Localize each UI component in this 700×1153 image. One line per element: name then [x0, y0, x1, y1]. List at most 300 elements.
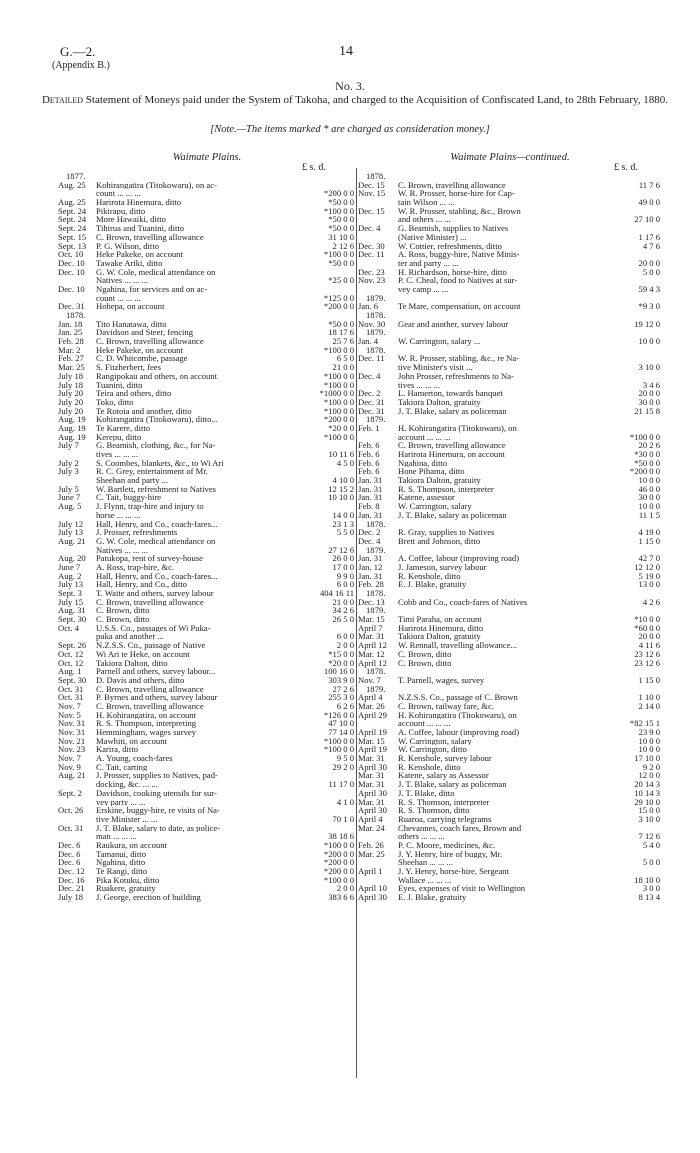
entry-amount: 100 16 0	[323, 666, 354, 677]
entry-date: Aug. 19	[58, 414, 86, 425]
entry-date: July 13	[58, 579, 84, 590]
entry-description: tive Minister's visit ...	[398, 363, 473, 372]
entry-amount: 10 0 0	[638, 501, 660, 512]
entry-amount: 42 7 0	[638, 553, 660, 564]
entry-date: 1879.	[366, 414, 386, 425]
entry-date: Nov. 30	[358, 318, 386, 329]
table-row	[58, 337, 356, 346]
entry-date: Dec. 10	[58, 283, 85, 294]
title-rest: Statement of Moneys paid under the System of Takoha, and charged to the Acquisition of Confiscated Land, to 28th February, 1880.	[83, 94, 669, 106]
entry-description: Tuanini, ditto	[96, 380, 143, 390]
entry-amount: 2 0 0	[336, 640, 354, 651]
entry-date: Feb. 28	[58, 336, 84, 347]
entry-amount: *20 0 0	[328, 422, 354, 433]
entry-description: W. R. Prosser, stabling, &c., Brown	[398, 206, 521, 216]
entry-amount: *126 0 0	[323, 709, 354, 720]
entry-date: Mar. 31	[358, 631, 385, 642]
entry-description: Hall, Henry, and Co., coach-fares...	[96, 519, 218, 529]
table-row	[58, 424, 356, 433]
entry-description: W. Cottier, refreshments, ditto	[398, 241, 502, 251]
entry-date: Feb. 6	[358, 440, 380, 451]
entry-description: Davidson, cooking utensils for sur-	[96, 788, 217, 798]
entry-date: 1878.	[366, 588, 386, 598]
entry-date: April 4	[358, 813, 383, 824]
entry-date: April 29	[358, 709, 387, 720]
table-row	[58, 268, 356, 277]
table-row	[358, 754, 662, 763]
entry-amount: 15 0 0	[638, 805, 660, 816]
entry-description: C. Brown, travelling allowance	[96, 684, 204, 694]
entry-amount: 25 7 6	[332, 336, 354, 347]
table-row	[58, 189, 356, 198]
table-row	[358, 189, 662, 198]
table-row	[58, 198, 356, 207]
entry-description: ter and party ... ...	[398, 258, 459, 268]
table-row	[358, 606, 662, 615]
table-row	[358, 346, 662, 355]
entry-date: Dec. 6	[58, 839, 81, 850]
table-row	[358, 528, 662, 537]
entry-date: Dec. 6	[58, 848, 81, 859]
entry-amount: *200 0 0	[323, 848, 354, 859]
entry-description: Hemmingham, wages survey	[96, 728, 196, 737]
entry-amount: *100 0 0	[323, 744, 354, 755]
table-row	[58, 320, 356, 329]
entry-amount: *50 0 0	[328, 197, 354, 208]
table-row	[358, 858, 662, 867]
entry-date: Jan. 4	[358, 336, 379, 347]
right-rows	[358, 172, 662, 902]
entry-amount: 11 17 0	[328, 779, 354, 790]
entry-date: April 30	[358, 892, 387, 903]
entry-date: 1878.	[366, 518, 386, 529]
entry-description: J. George, erection of building	[96, 893, 201, 902]
entry-date: July 7	[58, 440, 79, 451]
entry-date: Dec. 2	[358, 388, 381, 399]
entry-description: Ngahina, ditto	[96, 858, 146, 868]
table-row	[358, 233, 662, 242]
entry-date: Dec. 15	[358, 179, 385, 190]
entry-description: H. Richardson, horse-hire, ditto	[398, 267, 507, 277]
entry-description: C. Brown, ditto	[96, 606, 150, 616]
entry-description: R. C. Grey, entertainment of Mr.	[96, 467, 208, 477]
entry-date: July 18	[58, 892, 84, 903]
entry-description: Takiora Dalton, gratuity	[398, 632, 481, 642]
table-row	[358, 381, 662, 390]
entry-amount: 9 5 0	[336, 753, 354, 764]
table-row	[58, 407, 356, 416]
entry-date: April 30	[358, 805, 387, 816]
entry-amount: 27 2 6	[332, 683, 354, 694]
entry-amount: 10 11 6	[328, 449, 354, 459]
entry-amount: *200 0 0	[323, 866, 354, 876]
entry-amount: *9 3 0	[638, 301, 660, 312]
entry-amount: 47 10 0	[328, 718, 354, 729]
entry-description: account ... ... ...	[398, 719, 451, 729]
entry-amount: *50 0 0	[328, 318, 354, 329]
entry-amount: 21 0 0	[332, 362, 354, 373]
entry-date: Aug. 20	[58, 553, 86, 564]
entry-description: Harirota Hinemura, on account	[398, 450, 505, 459]
entry-description: R. S. Thomson, interpreter	[398, 797, 490, 807]
table-row	[358, 580, 662, 589]
table-row	[358, 511, 662, 520]
entry-description: tives ... ... ...	[96, 450, 139, 459]
table-row	[58, 502, 356, 511]
entry-date: Mar. 26	[358, 700, 385, 711]
entry-date: Sept. 3	[58, 588, 82, 598]
table-row	[58, 893, 356, 902]
entry-description: C. Tait, carting	[96, 762, 148, 772]
entry-description: J. T. Blake, salary to date, as police-	[96, 823, 221, 833]
entry-amount: *50 0 0	[634, 457, 660, 468]
entry-description: J. Flynn, trap-hire and injury to	[96, 502, 204, 511]
entry-date: Jan. 18	[58, 318, 83, 329]
entry-date: Sept. 24	[58, 205, 87, 216]
table-row	[58, 433, 356, 442]
right-heading: Waimate Plains—continued.	[450, 152, 570, 163]
table-row	[358, 372, 662, 381]
entry-amount: *50 0 0	[328, 257, 354, 268]
table-row	[58, 789, 356, 798]
table-row	[358, 789, 662, 798]
entry-amount: *200 0 0	[323, 301, 354, 312]
entry-description: J. T. Blake, ditto	[398, 788, 455, 798]
entry-date: Feb. 1	[358, 422, 380, 433]
entry-description: R. Kenshole, ditto	[398, 762, 461, 772]
table-row	[358, 502, 662, 511]
entry-amount: *100 0 0	[323, 396, 354, 407]
entry-date: Sept. 15	[58, 231, 87, 242]
table-row	[358, 884, 662, 893]
entry-amount: 3 0 0	[642, 883, 660, 894]
entry-amount: 70 1 0	[332, 813, 354, 824]
entry-description: Harirota Hinemura, ditto	[398, 623, 484, 633]
entry-amount: *200 0 0	[323, 188, 354, 199]
table-row	[58, 737, 356, 746]
entry-date: Oct. 12	[58, 657, 84, 668]
entry-date: Mar. 24	[358, 822, 385, 833]
entry-description: count ... ... ...	[96, 293, 141, 303]
entry-description: R. Kenshole, survey labour	[398, 754, 492, 763]
table-row	[58, 806, 356, 815]
entry-amount: 19 12 0	[634, 318, 660, 329]
entry-description: tive Minister ... ...	[96, 814, 158, 824]
table-row	[358, 485, 662, 494]
table-row	[58, 824, 356, 833]
entry-amount: 1 15 0	[638, 674, 660, 685]
entry-description: Ngahina, for services and on ac-	[96, 284, 208, 294]
entry-amount: 10 0 0	[638, 735, 660, 746]
entry-amount: 2 12 6	[332, 240, 354, 251]
table-row	[58, 511, 356, 520]
entry-amount: *200 0 0	[323, 414, 354, 425]
table-row	[58, 302, 356, 311]
entry-amount: 11 1 5	[638, 509, 660, 520]
table-row	[58, 659, 356, 668]
entry-amount: 23 1 3	[332, 518, 354, 529]
entry-description: W. Carrington, salary	[398, 502, 472, 511]
entry-amount: 14 0 0	[332, 509, 354, 520]
entry-description: Te Mare, compensation, on account	[398, 302, 521, 312]
entry-date: Oct. 26	[58, 805, 84, 816]
entry-description: puka and another ...	[96, 632, 164, 642]
entry-description: Toko, ditto	[96, 397, 134, 407]
table-row	[358, 893, 662, 902]
entry-description: C. Brown, travelling allowance	[398, 180, 506, 190]
table-row	[58, 693, 356, 702]
entry-date: July 18	[58, 379, 84, 390]
table-row	[58, 285, 356, 294]
entry-date: April 12	[358, 657, 387, 668]
entry-date: Nov. 9	[58, 761, 81, 772]
entry-description: C. Brown, ditto	[398, 658, 452, 668]
entry-description: More Hawaiki, ditto	[96, 215, 166, 225]
table-row	[58, 667, 356, 676]
entry-description: Katene, salary as Assessor	[398, 771, 489, 781]
entry-date: Jan. 6	[358, 301, 379, 312]
entry-amount: 20 0 0	[638, 388, 660, 399]
entry-description: Ngahina, ditto	[398, 458, 448, 468]
table-row	[358, 632, 662, 641]
entry-description: Wi Ari te Heke, on account	[96, 649, 190, 659]
entry-amount: 10 0 0	[638, 475, 660, 486]
entry-description: W. R. Prosser, horse-hire for Cap-	[398, 189, 515, 199]
table-row	[358, 276, 662, 285]
entry-amount: 29 10 0	[634, 796, 660, 807]
entry-amount: 12 0 0	[638, 770, 660, 781]
entry-description: S. Coombes, blankets, &c., to Wi Ari	[96, 458, 224, 468]
entry-amount: *200 0 0	[323, 857, 354, 868]
column-divider	[356, 168, 357, 1078]
entry-date: Dec. 4	[358, 535, 381, 546]
entry-amount: 4 1 0	[336, 796, 354, 807]
entry-description: Cobb and Co., coach-fares of Natives	[398, 597, 528, 607]
entry-amount: 6 2 6	[336, 700, 354, 711]
table-row	[58, 493, 356, 502]
table-row	[358, 771, 662, 780]
entry-date: April 19	[358, 727, 387, 737]
entry-amount: 34 2 6	[332, 605, 354, 616]
table-row	[58, 624, 356, 633]
entry-description: N.Z.S.S. Co., passage of Native	[96, 641, 206, 650]
entry-description: R. S. Thomson, ditto	[398, 806, 470, 815]
table-row	[58, 546, 356, 555]
table-row	[358, 711, 662, 720]
entry-date: Mar. 31	[358, 753, 385, 764]
entry-date: Mar. 25	[58, 362, 85, 373]
table-row	[358, 337, 662, 346]
entry-amount: 20 14 3	[634, 779, 660, 790]
entry-description: A. Young, coach-fares	[96, 754, 173, 763]
entry-date: Dec. 6	[58, 857, 81, 868]
entry-date: Dec. 23	[358, 266, 385, 277]
entry-description: John Prosser, refreshments to Na-	[398, 371, 514, 381]
entry-date: Jan. 31	[358, 483, 383, 494]
entry-date: Jan. 31	[358, 492, 383, 503]
table-row	[58, 276, 356, 285]
entry-amount: 8 13 4	[638, 892, 660, 903]
entry-description: Gear and another, survey labour	[398, 319, 509, 329]
appendix-label: (Appendix B.)	[52, 60, 110, 71]
page-title	[40, 94, 670, 107]
table-row	[58, 598, 356, 607]
entry-amount: 27 12 6	[328, 544, 354, 555]
table-row	[58, 381, 356, 390]
entry-amount: 6 0 0	[336, 579, 354, 590]
entry-amount: 9 9 0	[336, 570, 354, 581]
entry-description: vey party ... ...	[96, 797, 146, 807]
entry-date: Dec. 31	[58, 301, 85, 312]
entry-date: Oct. 4	[58, 622, 80, 633]
entry-date: Mar. 15	[358, 614, 385, 625]
table-row	[58, 641, 356, 650]
table-row	[58, 702, 356, 711]
entry-description: J. Prosser, refreshments	[96, 528, 178, 537]
table-row	[358, 589, 662, 598]
entry-date: Sept. 2	[58, 787, 82, 798]
entry-description: Mawhiti, on account	[96, 736, 167, 746]
entry-description: Takiora Dalton, ditto	[96, 658, 168, 668]
entry-amount: 30 0 0	[638, 396, 660, 407]
table-row	[358, 250, 662, 259]
entry-amount: 4 5 0	[336, 457, 354, 468]
entry-date: July 15	[58, 596, 84, 607]
table-row	[358, 676, 662, 685]
entry-date: Dec. 12	[58, 866, 85, 876]
entry-description: Te Karere, ditto	[96, 423, 151, 433]
entry-date: Nov. 21	[58, 735, 86, 746]
entry-amount: *100 0 0	[629, 431, 660, 442]
table-row	[358, 537, 662, 546]
entry-description: G. W. Cole, medical attendance on	[96, 536, 216, 546]
table-row	[58, 476, 356, 485]
entry-date: April 1	[358, 866, 383, 876]
entry-description: W. R. Prosser, stabling, &c., re Na-	[398, 354, 520, 364]
table-row	[58, 589, 356, 598]
table-row	[58, 215, 356, 224]
entry-date: Dec. 4	[358, 370, 381, 381]
entry-date: 1879.	[366, 605, 386, 616]
table-row	[58, 363, 356, 372]
entry-description: tain Wilson ... ...	[398, 198, 455, 207]
entry-description: Eyes, expenses of visit to Wellington	[398, 884, 526, 894]
entry-date: Jan. 12	[358, 561, 383, 572]
entry-description: G. Beamish, supplies to Natives	[398, 224, 509, 233]
table-row	[358, 285, 662, 294]
entry-amount: 255 3 0	[328, 692, 354, 703]
entry-date: 1878.	[366, 171, 386, 181]
entry-amount: *100 0 0	[323, 735, 354, 746]
entry-description: Natives ... ... ...	[96, 276, 149, 285]
entry-amount: *30 0 0	[634, 449, 660, 459]
entry-amount: *100 0 0	[323, 344, 354, 355]
entry-amount: 5 4 0	[642, 839, 660, 850]
entry-date: July 20	[58, 396, 84, 407]
entry-date: 1879.	[366, 327, 386, 338]
table-row	[358, 728, 662, 737]
entry-description: J. Jameson, survey labour	[398, 562, 487, 572]
entry-description: T. Waite and others, survey labour	[96, 589, 214, 598]
entry-date: Sept. 13	[58, 240, 87, 251]
entry-description: A. Ross, buggy-hire, Native Minis-	[398, 250, 520, 259]
entry-date: Feb. 6	[358, 466, 380, 477]
entry-description: G. W. Cole, medical attendance on	[96, 267, 216, 277]
entry-description: Karira, ditto	[96, 745, 138, 755]
table-row	[358, 624, 662, 633]
entry-description: Brett and Johnson, ditto	[398, 536, 481, 546]
entry-amount: 10 14 3	[634, 787, 660, 798]
entry-date: Dec. 10	[58, 266, 85, 277]
entry-description: W. Carrington, ditto	[398, 745, 467, 755]
entry-amount: *100 0 0	[323, 405, 354, 416]
entry-amount: *100 0 0	[323, 431, 354, 442]
entry-description: Hone Pihama, ditto	[398, 467, 465, 477]
entry-amount: 3 4 6	[642, 379, 660, 390]
entry-date: Aug. 25	[58, 179, 86, 190]
entry-description: J. T. Blake, salary as policeman	[398, 510, 507, 520]
entry-date: 1878.	[366, 344, 386, 355]
entry-amount: *50 0 0	[328, 223, 354, 234]
table-row	[58, 884, 356, 893]
entry-description: others ... ... ...	[398, 832, 445, 841]
entry-amount: 12 15 2	[328, 483, 354, 494]
entry-amount: *200 0 0	[629, 466, 660, 477]
entry-description: Pika Kotuku, ditto	[96, 875, 160, 885]
table-row	[358, 667, 662, 676]
entry-description: Takiora Dalton, gratuity	[398, 476, 481, 485]
entry-date: Aug. 1	[58, 666, 82, 677]
entry-date: Feb. 28	[358, 579, 384, 590]
entry-amount: 18 10 0	[634, 874, 660, 885]
entry-date: Aug. 21	[58, 770, 86, 781]
entry-date: Dec. 11	[358, 353, 385, 364]
table-row	[358, 702, 662, 711]
entry-description: C. D. Whitcombe, passage	[96, 354, 188, 364]
entry-description: Ruakere, gratuity	[96, 884, 156, 894]
entry-description: J. Y. Henry, hire of buggy, Mr.	[398, 849, 503, 859]
entry-description: W. Bartlett, refreshment to Natives	[96, 484, 216, 494]
entry-amount: *10 0 0	[634, 614, 660, 625]
left-rows	[58, 172, 356, 902]
entry-amount: *50 0 0	[328, 214, 354, 225]
entry-amount: 17 0 0	[332, 561, 354, 572]
table-row	[58, 563, 356, 572]
entry-description: Natives ... ... ...	[96, 545, 149, 555]
table-row	[58, 771, 356, 780]
entry-amount: *25 0 0	[328, 275, 354, 286]
entry-date: Oct. 31	[58, 692, 84, 703]
table-row	[358, 685, 662, 694]
table-row	[58, 311, 356, 320]
entry-date: July 20	[58, 388, 84, 399]
entry-description: C. Tait, buggy-hire	[96, 493, 162, 503]
entry-description: A. Coffee, labour (improving road)	[398, 728, 520, 737]
entry-date: 1879.	[366, 292, 386, 303]
table-row	[358, 433, 662, 442]
entry-amount: *125 0 0	[323, 292, 354, 303]
table-row	[58, 876, 356, 885]
entry-description: Te Rotoiа and another, ditto	[96, 406, 192, 416]
entry-description: G. Beamish, clothing, &c., for Na-	[96, 441, 216, 451]
entry-amount: 23 12 6	[634, 648, 660, 659]
table-row	[58, 328, 356, 337]
table-row	[58, 763, 356, 772]
entry-amount: *100 0 0	[323, 370, 354, 381]
note: [Note.—The items marked * are charged as consideration money.]	[210, 124, 490, 135]
table-row	[58, 615, 356, 624]
entry-date: Feb. 6	[358, 457, 380, 468]
